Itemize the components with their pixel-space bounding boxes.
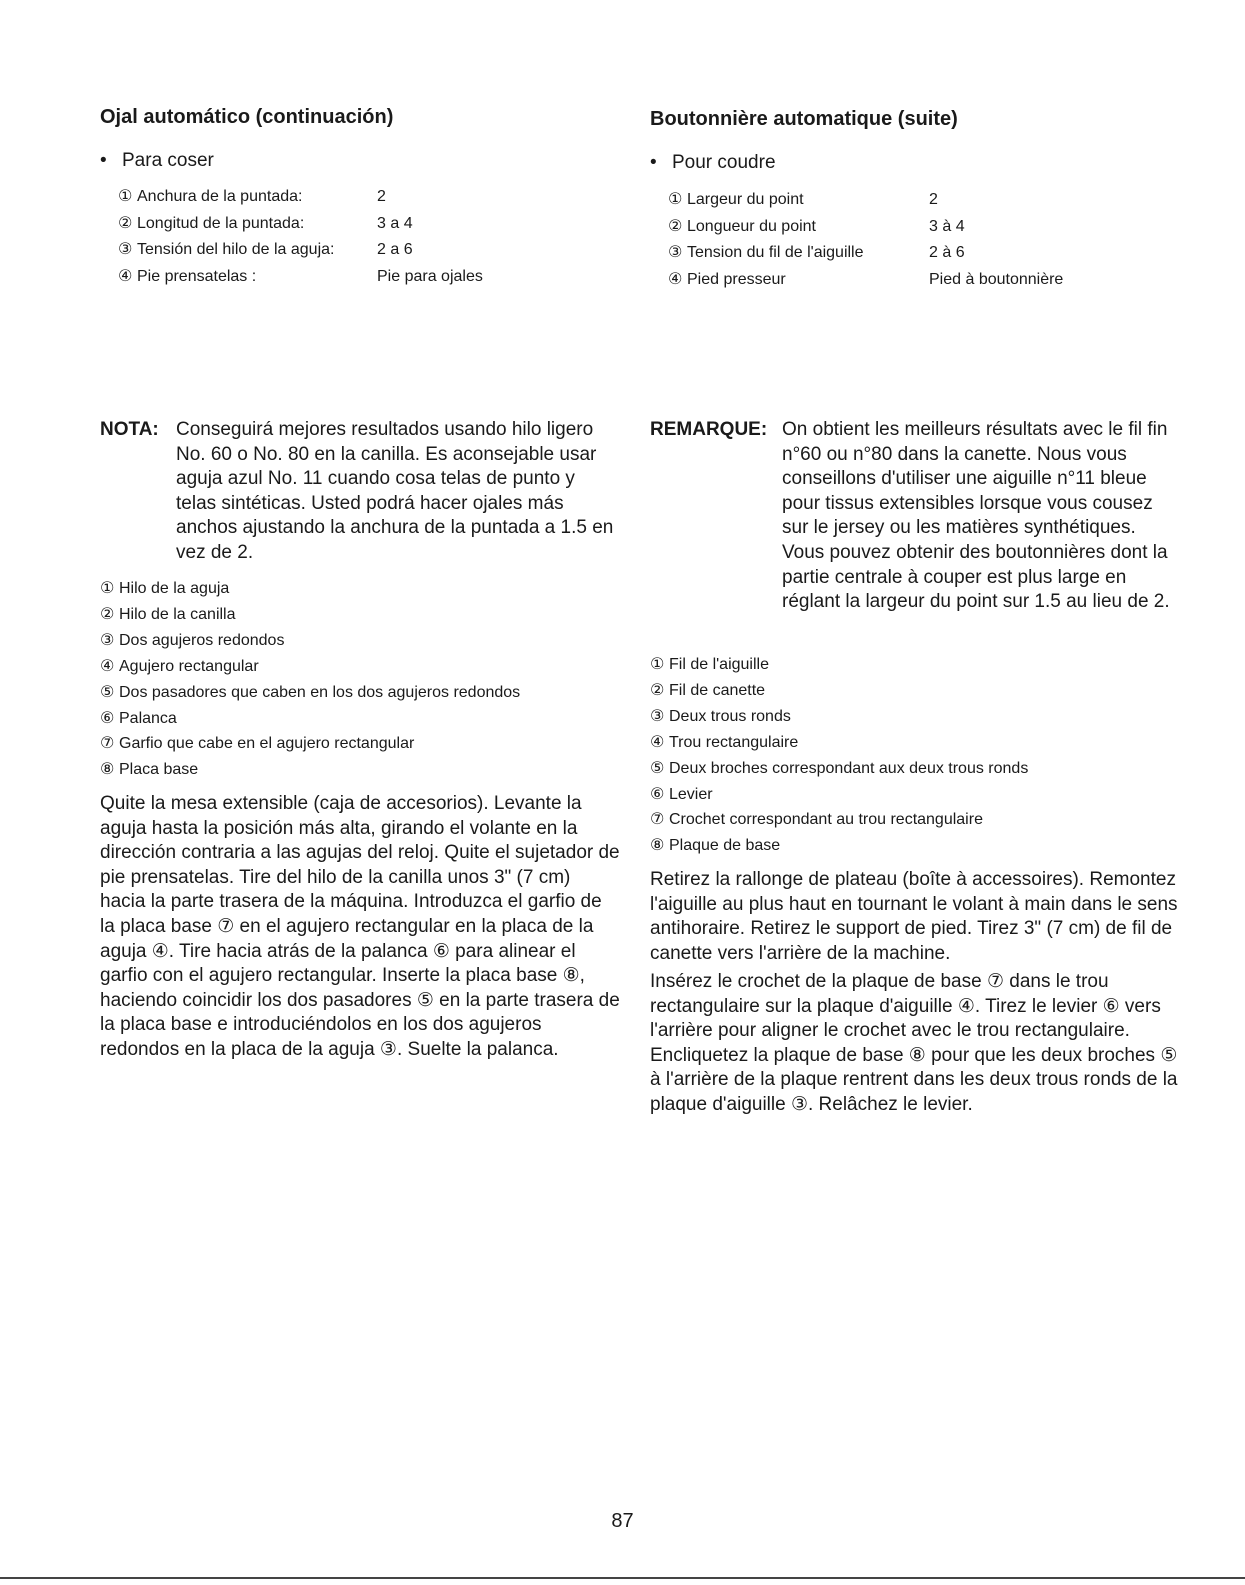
circled-number: ④ [668, 270, 683, 288]
settings-row [118, 211, 483, 238]
circled-number: ⑥ [100, 709, 115, 727]
bullet-icon: • [650, 152, 657, 173]
circled-number: ③ [668, 244, 683, 261]
settings-row [668, 214, 1063, 241]
legend-item [100, 628, 520, 654]
note-block [650, 418, 1180, 615]
circled-number: ② [668, 217, 683, 235]
note-text: On obtient les meilleurs résultats avec le fil fin n°60 ou n°80 dans la canette. Nous vous conseillons d'utiliser une aiguille n°11 bleue pour tissus extensibles lorsque vous cousez sur le jersey ou les matières synthétiques. Vous pouvez obtenir des boutonnières dont la partie centrale à couper est plus large en réglant la largeur du point sur 1.5 au lieu de 2. [782, 419, 1170, 613]
settings-row [668, 267, 1063, 294]
circled-number: ① [668, 191, 683, 208]
setting-value: 2 [929, 191, 938, 208]
circled-number: ② [650, 681, 665, 699]
bullet-icon: • [100, 150, 107, 171]
circled-number: ⑥ [650, 785, 665, 803]
instructions-paragraph-2: Insérez le crochet de la plaque de base ⑦ dans le trou rectangulaire sur la plaque d'aiguille ④. Tirez le levier ⑥ vers l'arrière pour aligner le crochet avec le trou rectangulaire. Encliquetez la plaque de base ⑧ pour que les deux broches ⑤ à l'arrière de la plaque rentrent dans les deux trous ronds de la plaque d'aiguille ③. Relâchez le levier. [650, 971, 1178, 1115]
legend-item [650, 652, 1028, 678]
setting-value: 3 a 4 [377, 214, 413, 232]
page-number: 87 [611, 1510, 634, 1532]
legend-text: Dos agujeros redondos [119, 631, 285, 649]
circled-number: ⑤ [650, 759, 665, 777]
settings-row [118, 264, 483, 291]
legend-item [100, 576, 520, 602]
legend-item [650, 756, 1028, 782]
setting-label: Pie prensatelas : [137, 267, 257, 285]
legend-text: Hilo de la canilla [119, 605, 236, 623]
legend-item [100, 680, 520, 706]
legend-item [650, 807, 1028, 833]
legend-text: Levier [669, 785, 713, 803]
circled-number: ① [650, 656, 665, 673]
note-label: NOTA: [100, 419, 159, 440]
page-edge-line [0, 1577, 1245, 1579]
setting-label: Pied presseur [687, 270, 786, 288]
setting-value: 2 à 6 [929, 244, 965, 261]
circled-number: ② [118, 214, 133, 232]
legend-text: Garfio que cabe en el agujero rectangular [119, 735, 415, 753]
settings-row [668, 240, 1063, 267]
circled-number: ① [100, 580, 115, 597]
setting-value: 3 à 4 [929, 217, 965, 235]
legend-item [650, 782, 1028, 808]
setting-label: Longueur du point [687, 217, 816, 235]
setting-label: Tensión del hilo de la aguja: [137, 241, 335, 258]
setting-label: Tension du fil de l'aiguille [687, 244, 864, 261]
legend-text: Placa base [119, 761, 199, 779]
settings-row [118, 237, 483, 264]
note-label: REMARQUE: [650, 419, 768, 440]
circled-number: ⑦ [650, 811, 665, 829]
setting-value: 2 [377, 188, 386, 205]
parts-legend [650, 652, 1028, 859]
legend-text: Palanca [119, 709, 177, 727]
legend-text: Plaque de base [669, 837, 781, 855]
legend-text: Trou rectangulaire [669, 733, 799, 751]
legend-item [650, 833, 1028, 859]
setting-label: Anchura de la puntada: [137, 188, 303, 205]
bullet-item [650, 152, 776, 174]
instructions-paragraph: Quite la mesa extensible (caja de accesorios). Levante la aguja hasta la posición más alta, girando el volante en la dirección contraria a las agujas del reloj. Quite el sujetador de pie prensatelas. Tire del hilo de la canilla unos 3" (7 cm) hacia la parte trasera de la máquina. Introduzca el garfio de la placa base ⑦ en el agujero rectangular en la placa de la aguja ④. Tire hacia atrás de la palanca ⑥ para alinear el garfio con el agujero rectangular. Inserte la placa base ⑧, haciendo coincidir los dos pasadores ⑤ en la parte trasera de la placa base e introduciéndolos en los dos agujeros redondos en la placa de la aguja ③. Suelte la palanca. [100, 793, 620, 1060]
legend-text: Dos pasadores que caben en los dos agujeros redondos [119, 683, 521, 701]
setting-value: 2 a 6 [377, 241, 413, 258]
settings-row [118, 184, 483, 211]
legend-text: Fil de canette [669, 681, 766, 699]
settings-list [668, 187, 1063, 293]
circled-number: ⑤ [100, 683, 115, 701]
legend-text: Hilo de la aguja [119, 580, 230, 597]
setting-label: Longitud de la puntada: [137, 214, 305, 232]
legend-text: Crochet correspondant au trou rectangulaire [669, 811, 983, 829]
circled-number: ② [100, 605, 115, 623]
legend-item [650, 730, 1028, 756]
legend-item [100, 731, 520, 757]
legend-item [100, 706, 520, 732]
settings-row [668, 187, 1063, 214]
circled-number: ③ [118, 241, 133, 258]
setting-value: Pied à boutonnière [929, 270, 1064, 288]
legend-item [100, 757, 520, 783]
circled-number: ④ [650, 733, 665, 751]
bullet-item [100, 150, 214, 172]
circled-number: ④ [100, 657, 115, 675]
section-title: Boutonnière automatique (suite) [650, 108, 958, 130]
circled-number: ④ [118, 267, 133, 285]
settings-list [118, 184, 483, 290]
circled-number: ⑦ [100, 735, 115, 753]
legend-item [650, 678, 1028, 704]
setting-value: Pie para ojales [377, 267, 483, 285]
legend-text: Deux trous ronds [669, 707, 791, 725]
legend-item [100, 602, 520, 628]
instructions-paragraph-1: Retirez la rallonge de plateau (boîte à accessoires). Remontez l'aiguille au plus haut en tournant le volant à main dans le sens antihoraire. Retirez le support de pied. Tirez 3" (7 cm) de fil de canette vers l'arrière de la machine. [650, 869, 1178, 964]
circled-number: ⑧ [100, 761, 115, 779]
bullet-text: Para coser [122, 150, 214, 171]
legend-item [100, 654, 520, 680]
bullet-text: Pour coudre [672, 152, 776, 173]
note-block [100, 418, 620, 566]
setting-label: Largeur du point [687, 191, 804, 208]
circled-number: ⑧ [650, 837, 665, 855]
section-title: Ojal automático (continuación) [100, 106, 394, 128]
circled-number: ① [118, 188, 133, 205]
parts-legend [100, 576, 520, 783]
legend-text: Deux broches correspondant aux deux trous ronds [669, 759, 1029, 777]
legend-text: Agujero rectangular [119, 657, 259, 675]
note-text: Conseguirá mejores resultados usando hilo ligero No. 60 o No. 80 en la canilla. Es aconsejable usar aguja azul No. 11 cuando cosa telas de punto y telas sintéticas. Usted podrá hacer ojales más anchos ajustando la anchura de la puntada a 1.5 en vez de 2. [176, 419, 614, 563]
legend-item [650, 704, 1028, 730]
circled-number: ③ [100, 631, 115, 649]
legend-text: Fil de l'aiguille [669, 656, 769, 673]
circled-number: ③ [650, 707, 665, 725]
